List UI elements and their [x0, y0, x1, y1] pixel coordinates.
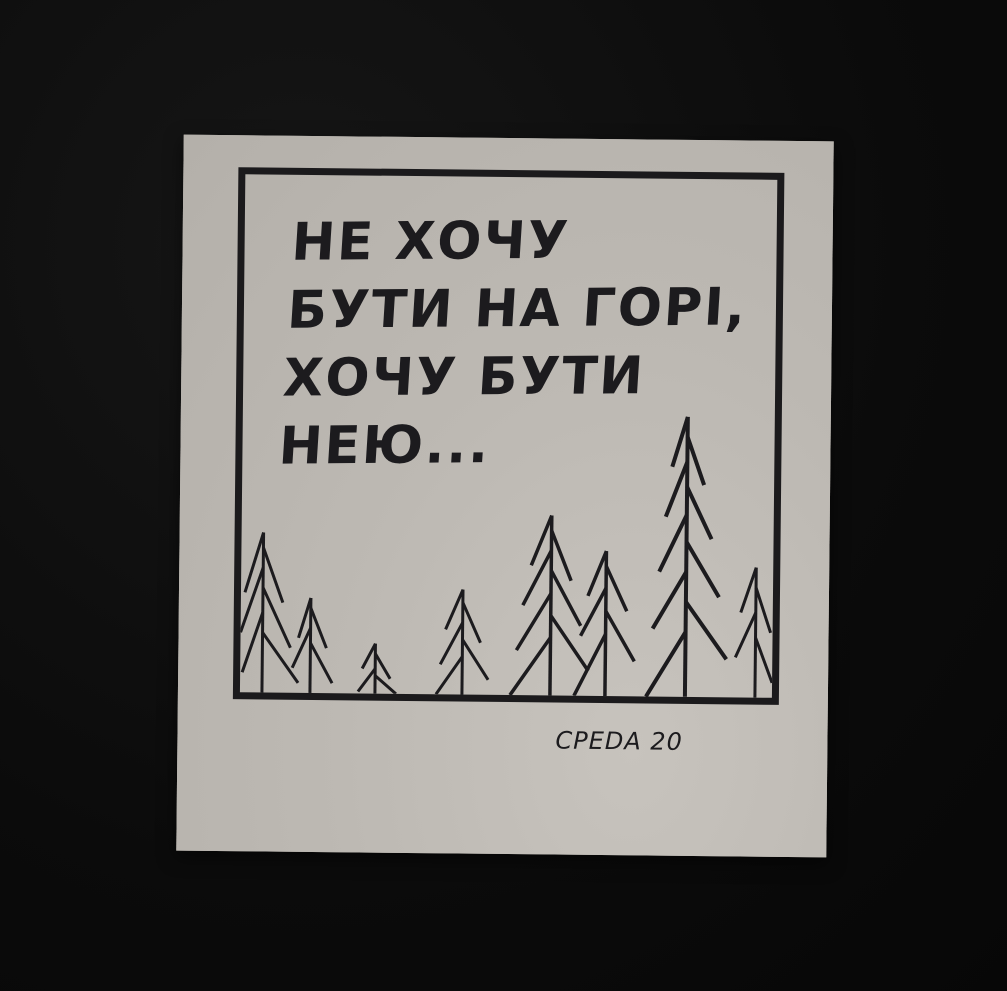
- caption-line-1: НЕ ХОЧУ: [289, 210, 572, 273]
- pine-tree-7: [646, 417, 729, 698]
- pine-tree-6: [574, 551, 636, 697]
- caption-line-4: НЕЮ...: [277, 415, 493, 477]
- artist-signature: CPEDA 20: [555, 726, 684, 756]
- pine-tree-5: [510, 515, 590, 696]
- pine-tree-2: [292, 598, 333, 693]
- pine-tree-1: [240, 532, 300, 693]
- caption-line-2: БУТИ НА ГОРІ,: [285, 277, 750, 341]
- drawing-frame: [233, 167, 785, 705]
- pine-tree-4: [436, 589, 489, 695]
- caption-line-3: ХОЧУ БУТИ: [281, 346, 647, 409]
- pine-tree-3: [358, 643, 397, 693]
- forest-illustration: [240, 362, 775, 698]
- pine-tree-8: [735, 567, 773, 697]
- paper-card: [176, 135, 833, 858]
